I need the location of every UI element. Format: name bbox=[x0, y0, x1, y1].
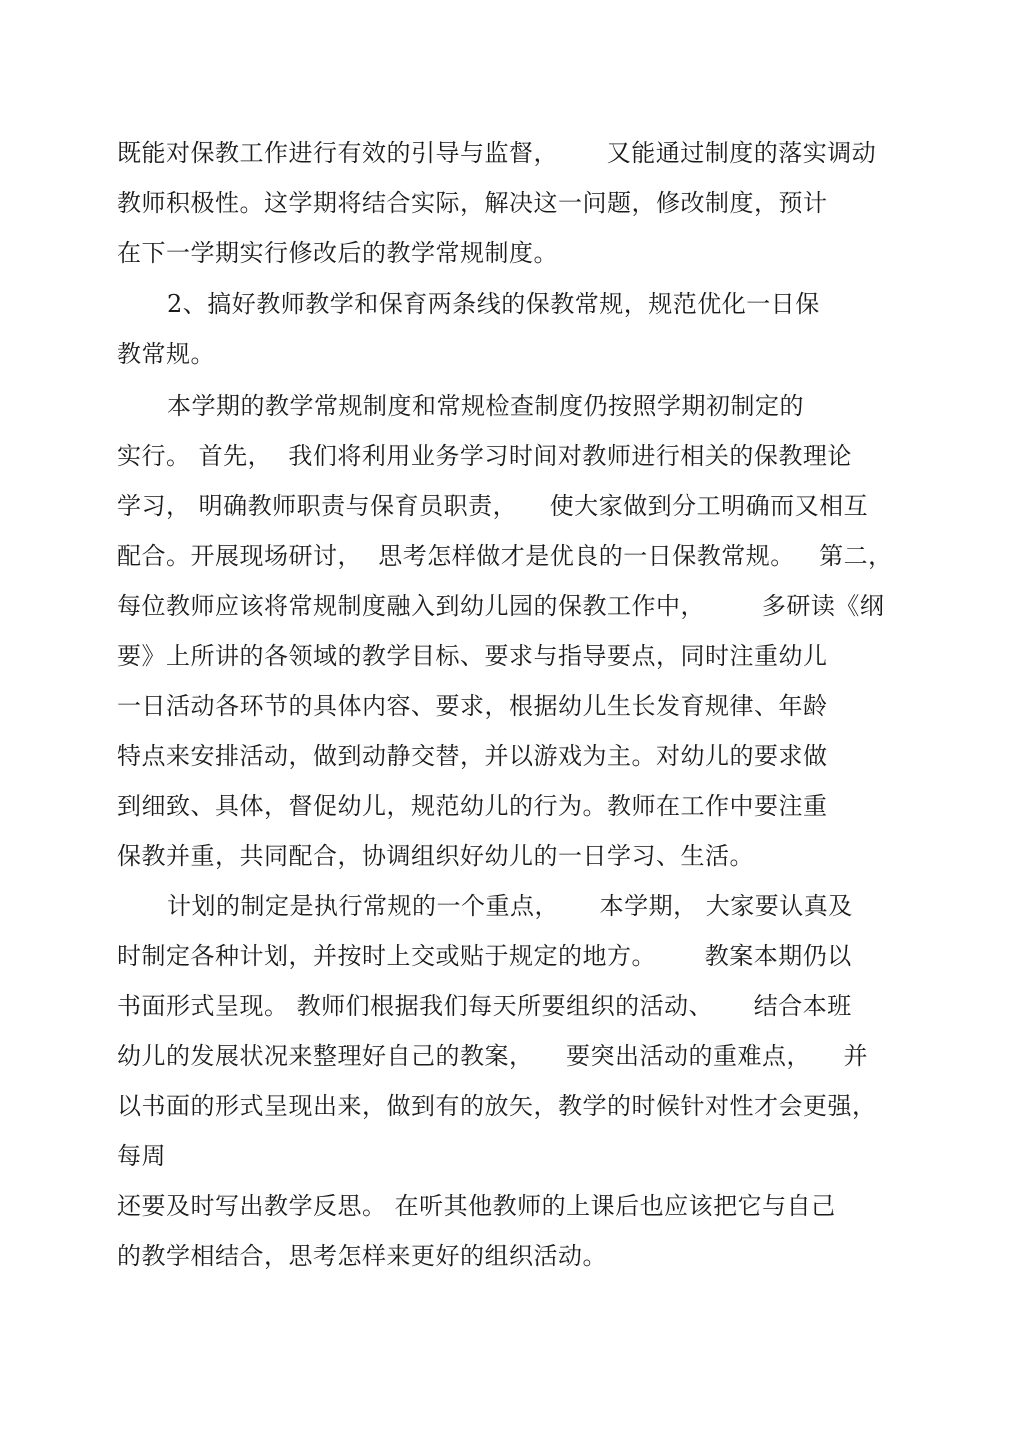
text-line: 要》上所讲的各领域的教学目标、要求与指导要点，同时注重幼儿 bbox=[117, 642, 828, 670]
text-line: 既能对保教工作进行有效的引导与监督， 又能通过制度的落实调动 bbox=[117, 139, 877, 167]
text-line: 还要及时写出教学反思。 在听其他教师的上课后也应该把它与自己 bbox=[117, 1192, 836, 1220]
text-line: 计划的制定是执行常规的一个重点， 本学期， 大家要认真及 bbox=[167, 892, 853, 920]
text-line: 幼儿的发展状况来整理好自己的教案， 要突出活动的重难点， 并 bbox=[117, 1042, 869, 1070]
text-line: 到细致、具体，督促幼儿，规范幼儿的行为。教师在工作中要注重 bbox=[117, 792, 828, 820]
text-line: 本学期的教学常规制度和常规检查制度仍按照学期初制定的 bbox=[167, 392, 804, 420]
text-line: 配合。开展现场研讨， 思考怎样做才是优良的一日保教常规。 第二， bbox=[117, 542, 893, 570]
text-line: 教常规。 bbox=[117, 340, 215, 368]
text-line: 实行。 首先， 我们将利用业务学习时间对教师进行相关的保教理论 bbox=[117, 442, 852, 470]
text-line: 教师积极性。这学期将结合实际，解决这一问题，修改制度，预计 bbox=[117, 189, 828, 217]
text-line: 时制定各种计划，并按时上交或贴于规定的地方。 教案本期仍以 bbox=[117, 942, 852, 970]
text-line: 以书面的形式呈现出来，做到有的放矢，教学的时候针对性才会更强， bbox=[117, 1092, 877, 1120]
text-line: 2、搞好教师教学和保育两条线的保教常规，规范优化一日保 bbox=[167, 290, 820, 318]
text-line: 每周 bbox=[117, 1142, 166, 1170]
text-line: 一日活动各环节的具体内容、要求，根据幼儿生长发育规律、年龄 bbox=[117, 692, 828, 720]
text-line: 学习， 明确教师职责与保育员职责， 使大家做到分工明确而又相互 bbox=[117, 492, 869, 520]
text-line: 保教并重，共同配合，协调组织好幼儿的一日学习、生活。 bbox=[117, 842, 754, 870]
text-line: 的教学相结合，思考怎样来更好的组织活动。 bbox=[117, 1242, 607, 1270]
text-line: 每位教师应该将常规制度融入到幼儿园的保教工作中， 多研读《纲 bbox=[117, 592, 885, 620]
text-line: 特点来安排活动，做到动静交替，并以游戏为主。对幼儿的要求做 bbox=[117, 742, 828, 770]
text-line: 书面形式呈现。 教师们根据我们每天所要组织的活动、 结合本班 bbox=[117, 992, 852, 1020]
text-line: 在下一学期实行修改后的教学常规制度。 bbox=[117, 239, 558, 267]
